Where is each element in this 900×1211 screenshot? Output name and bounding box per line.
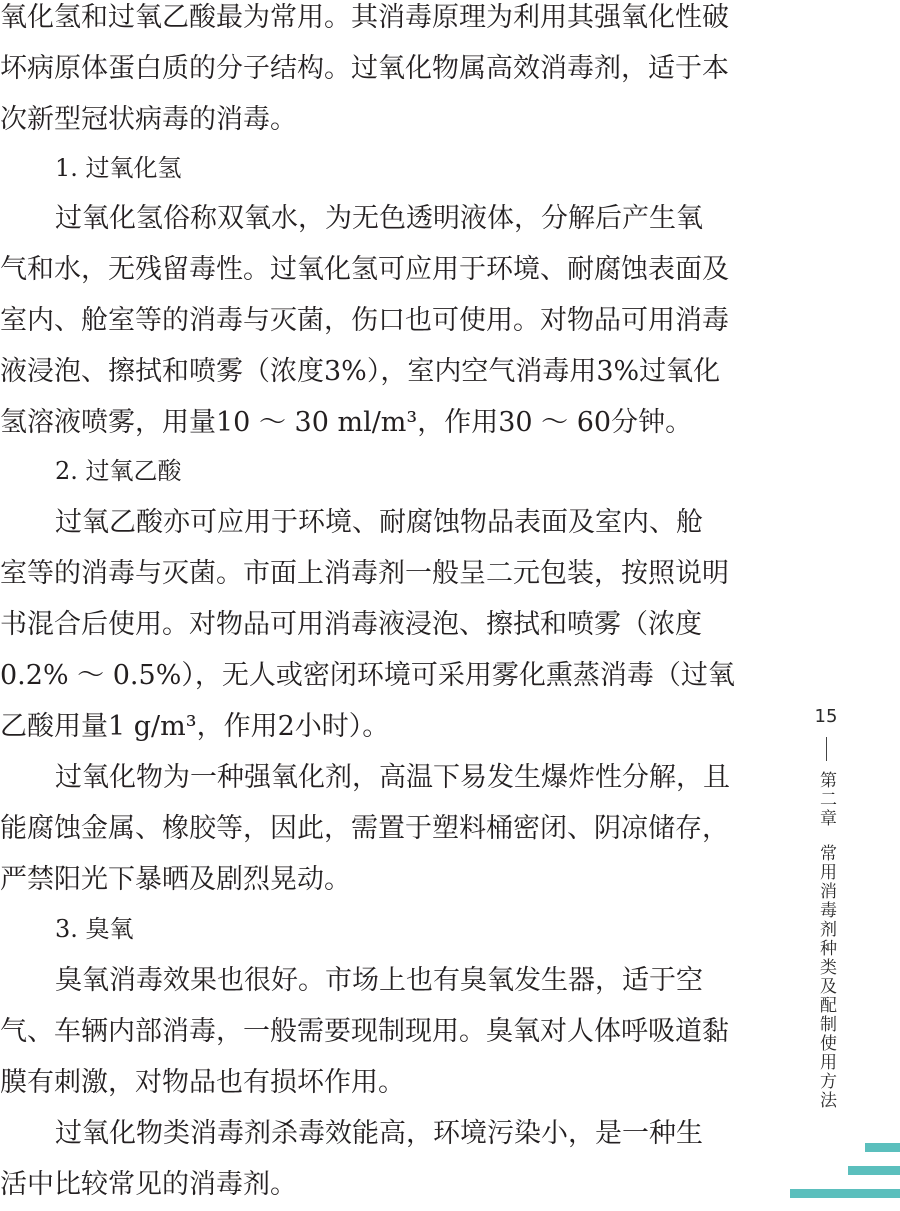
decorative-bar bbox=[790, 1189, 900, 1198]
body-line: 过氧化物为一种强氧化剂，高温下易发生爆炸性分解，且 bbox=[55, 762, 730, 793]
chapter-title: 常用消毒剂种类及配制使用方法 bbox=[816, 844, 836, 1110]
body-line: 气、车辆内部消毒，一般需要现制现用。臭氧对人体呼吸道黏 bbox=[0, 1016, 729, 1047]
body-line: 次新型冠状病毒的消毒。 bbox=[0, 104, 297, 135]
body-line: 过氧乙酸亦可应用于环境、耐腐蚀物品表面及室内、舱 bbox=[55, 507, 703, 538]
body-line: 室等的消毒与灭菌。市面上消毒剂一般呈二元包装，按照说明 bbox=[0, 558, 729, 589]
folio-divider bbox=[826, 737, 827, 761]
body-line: 0.2% ～ 0.5%），无人或密闭环境可采用雾化熏蒸消毒（过氧 bbox=[0, 660, 735, 691]
decorative-bar bbox=[848, 1166, 900, 1175]
folio bbox=[812, 705, 840, 1110]
body-line: 坏病原体蛋白质的分子结构。过氧化物属高效消毒剂，适于本 bbox=[0, 53, 729, 84]
body-line: 严禁阳光下暴晒及剧烈晃动。 bbox=[0, 864, 351, 895]
body-line: 臭氧消毒效果也很好。市场上也有臭氧发生器，适于空 bbox=[55, 965, 703, 996]
body-line: 气和水，无残留毒性。过氧化氢可应用于环境、耐腐蚀表面及 bbox=[0, 254, 729, 285]
body-line: 活中比较常见的消毒剂。 bbox=[0, 1169, 297, 1200]
section-heading: 2. 过氧乙酸 bbox=[55, 457, 182, 485]
body-line: 能腐蚀金属、橡胶等，因此，需置于塑料桶密闭、阴凉储存， bbox=[0, 813, 729, 844]
body-line: 氢溶液喷雾，用量10 ～ 30 ml/m³，作用30 ～ 60分钟。 bbox=[0, 407, 693, 438]
body-line: 过氧化物类消毒剂杀毒效能高，环境污染小，是一种生 bbox=[55, 1118, 703, 1149]
chapter-label: 第二章 bbox=[816, 771, 836, 828]
body-line: 液浸泡、擦拭和喷雾（浓度3%），室内空气消毒用3%过氧化 bbox=[0, 356, 721, 387]
page-number: 15 bbox=[814, 706, 838, 727]
body-line: 过氧化氢俗称双氧水，为无色透明液体，分解后产生氧 bbox=[55, 203, 703, 234]
section-heading: 3. 臭氧 bbox=[55, 915, 134, 943]
body-line: 书混合后使用。对物品可用消毒液浸泡、擦拭和喷雾（浓度 bbox=[0, 609, 702, 640]
body-line: 膜有刺激，对物品也有损坏作用。 bbox=[0, 1067, 405, 1098]
decorative-bar bbox=[865, 1143, 900, 1152]
body-line: 乙酸用量1 g/m³，作用2小时）。 bbox=[0, 711, 390, 742]
body-line: 室内、舱室等的消毒与灭菌，伤口也可使用。对物品可用消毒 bbox=[0, 305, 729, 336]
section-heading: 1. 过氧化氢 bbox=[55, 154, 182, 182]
body-line: 氧化氢和过氧乙酸最为常用。其消毒原理为利用其强氧化性破 bbox=[0, 2, 729, 33]
